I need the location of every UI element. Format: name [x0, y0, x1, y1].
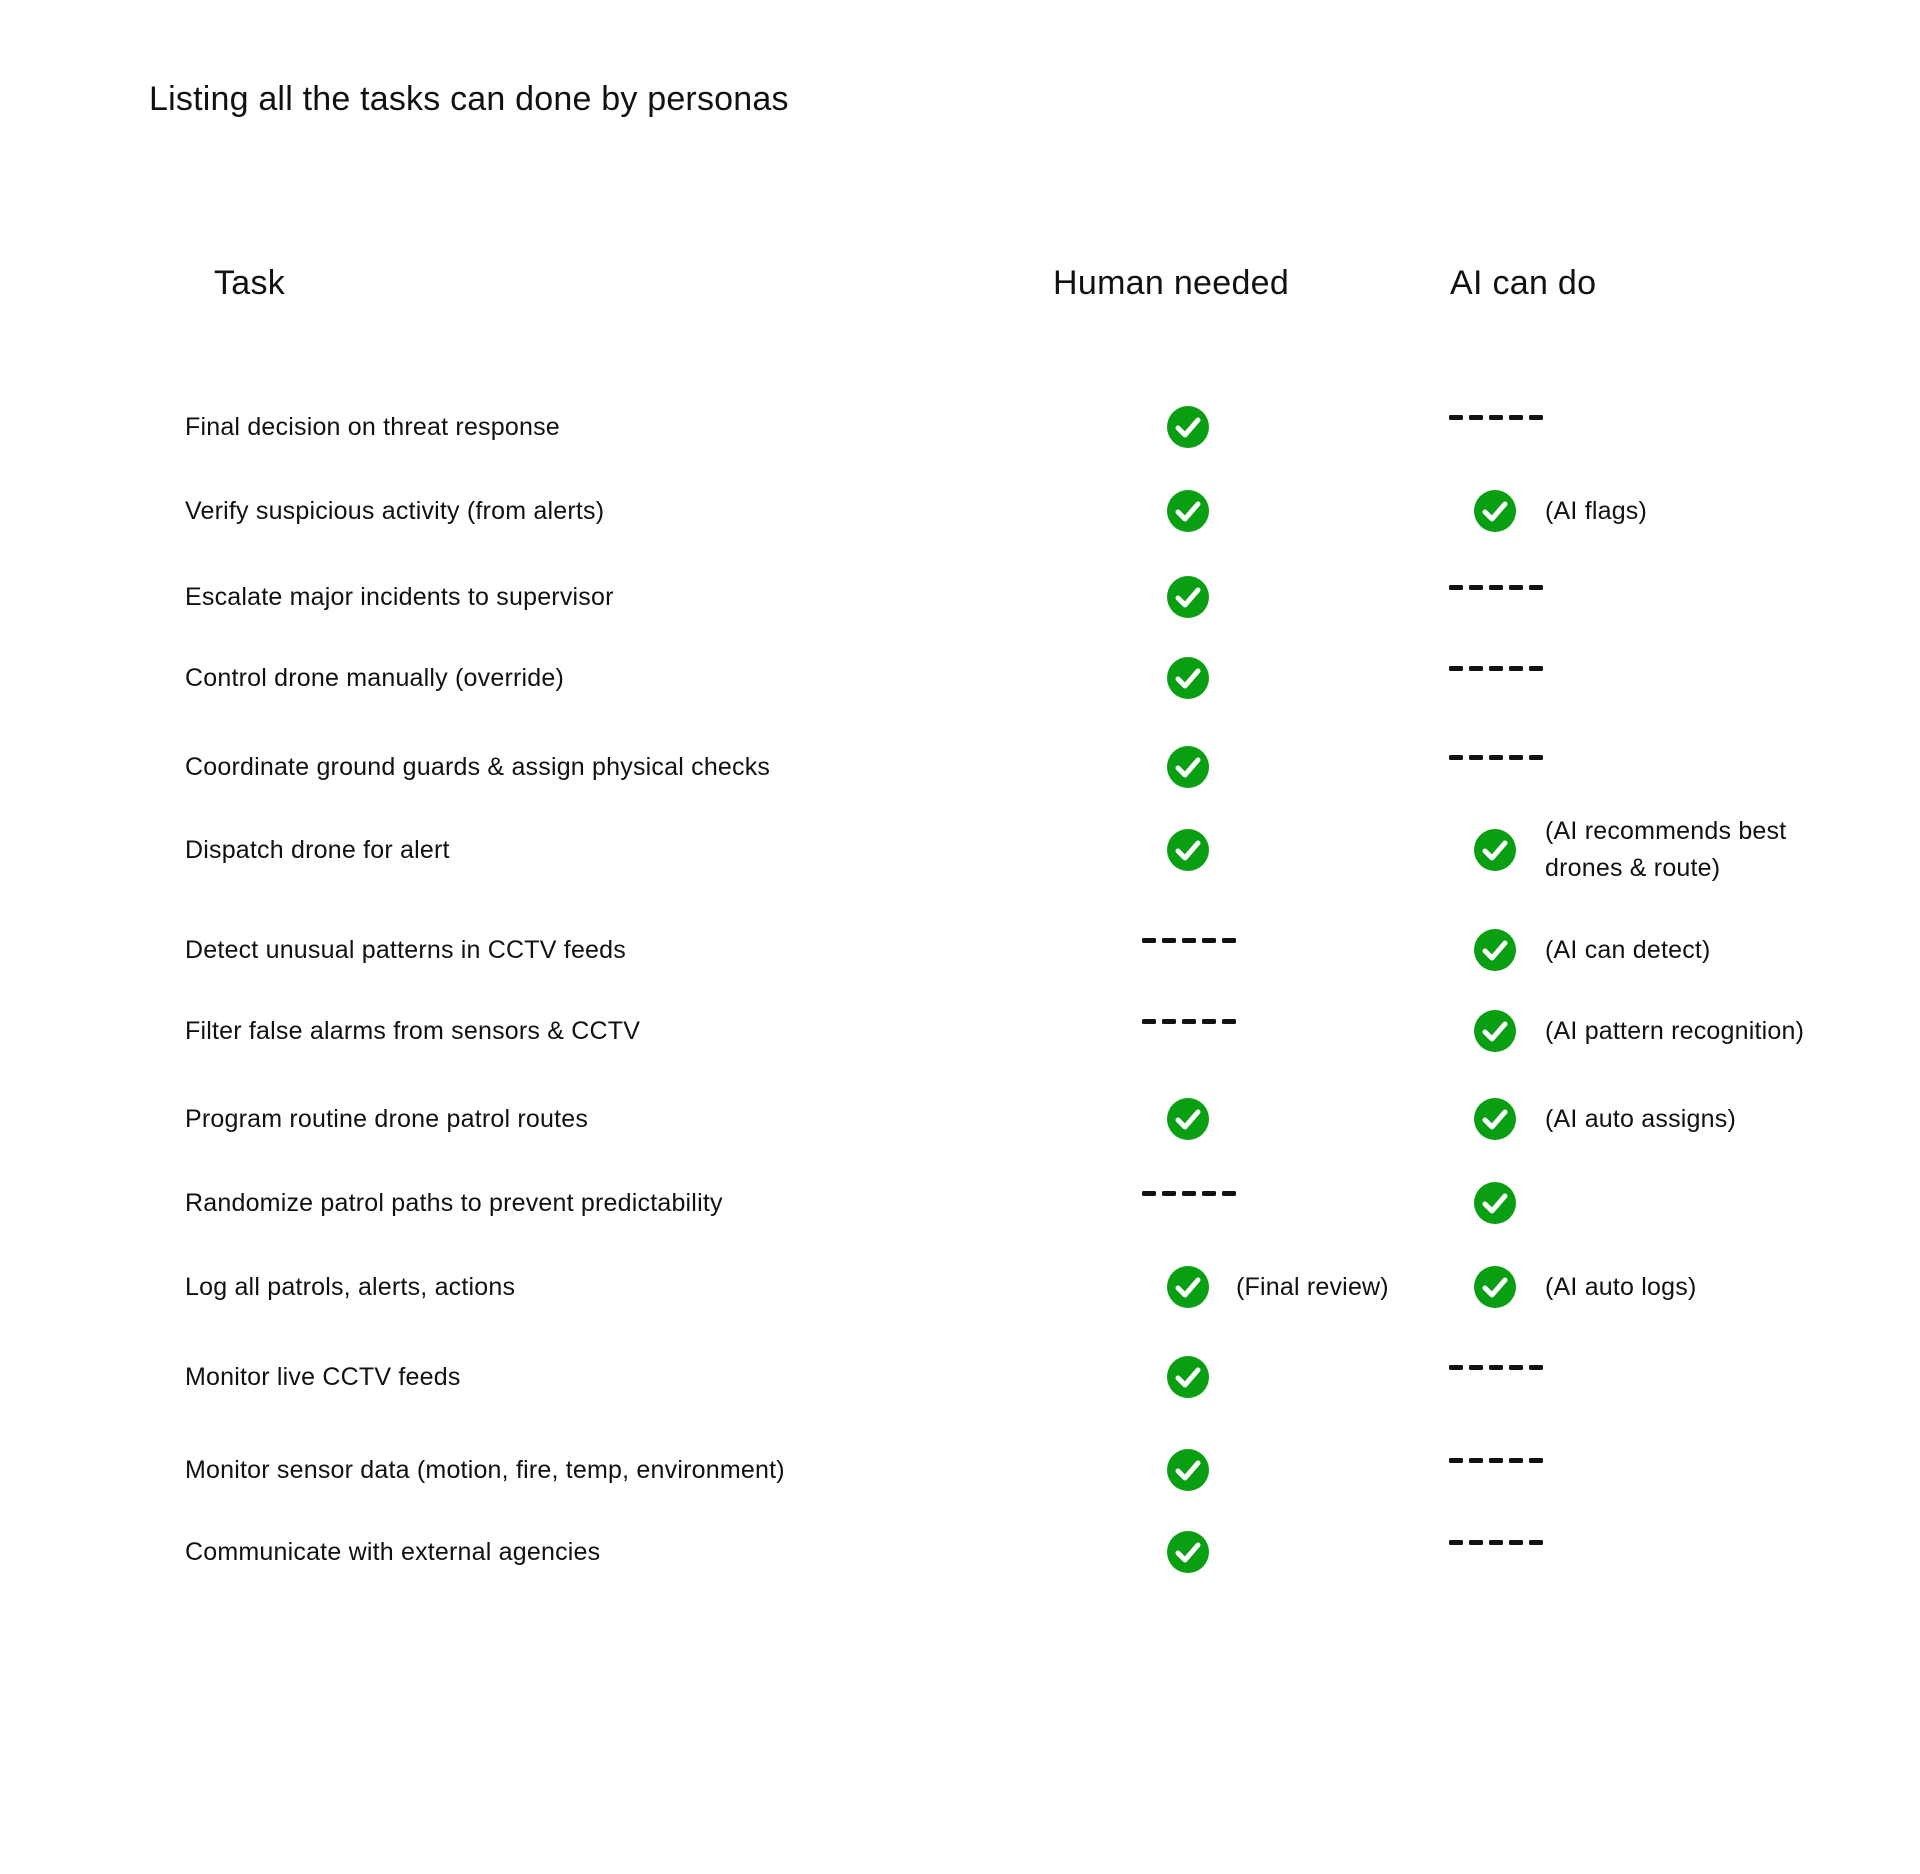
ai-dashed-line-icon [1449, 666, 1545, 672]
human-check-circle-icon [1167, 1098, 1209, 1140]
human-check-circle-icon [1167, 490, 1209, 532]
header-ai-can-do: AI can do [1450, 264, 1597, 302]
human-note: (Final review) [1236, 1273, 1389, 1301]
human-dashed-line-icon [1142, 1191, 1238, 1197]
ai-note: (AI recommends best drones & route) [1545, 817, 1787, 882]
task-label: Control drone manually (override) [185, 664, 564, 692]
ai-check-circle-icon [1474, 1266, 1516, 1308]
human-check-circle-icon [1167, 1356, 1209, 1398]
task-label: Monitor sensor data (motion, fire, temp, environment) [185, 1456, 785, 1484]
ai-check-circle-icon [1474, 829, 1516, 871]
human-dashed-line-icon [1142, 1019, 1238, 1025]
ai-dashed-line-icon [1449, 585, 1545, 591]
human-check-circle-icon [1167, 829, 1209, 871]
ai-check-circle-icon [1474, 929, 1516, 971]
human-check-circle-icon [1167, 657, 1209, 699]
ai-dashed-line-icon [1449, 1458, 1545, 1464]
ai-dashed-line-icon [1449, 1540, 1545, 1546]
human-check-circle-icon [1167, 406, 1209, 448]
human-check-circle-icon [1167, 1449, 1209, 1491]
task-label: Filter false alarms from sensors & CCTV [185, 1017, 641, 1045]
page-title: Listing all the tasks can done by personas [149, 80, 789, 118]
ai-dashed-line-icon [1449, 415, 1545, 421]
human-check-circle-icon [1167, 576, 1209, 618]
task-label: Escalate major incidents to supervisor [185, 583, 614, 611]
header-task: Task [214, 264, 286, 302]
task-label: Communicate with external agencies [185, 1538, 601, 1566]
human-dashed-line-icon [1142, 938, 1238, 944]
ai-check-circle-icon [1474, 1010, 1516, 1052]
ai-note: (AI flags) [1545, 497, 1648, 525]
ai-check-circle-icon [1474, 1098, 1516, 1140]
header-human-needed: Human needed [1053, 264, 1290, 302]
task-label: Log all patrols, alerts, actions [185, 1273, 516, 1301]
task-label: Verify suspicious activity (from alerts) [185, 497, 605, 525]
human-check-circle-icon [1167, 746, 1209, 788]
ai-note: (AI auto assigns) [1545, 1105, 1736, 1133]
human-check-circle-icon [1167, 1266, 1209, 1308]
ai-dashed-line-icon [1449, 755, 1545, 761]
ai-note: (AI can detect) [1545, 936, 1711, 964]
task-label: Dispatch drone for alert [185, 836, 450, 864]
ai-note: (AI pattern recognition) [1545, 1017, 1805, 1045]
ai-note: (AI auto logs) [1545, 1273, 1697, 1301]
task-label: Detect unusual patterns in CCTV feeds [185, 936, 626, 964]
task-label: Final decision on threat response [185, 413, 560, 441]
ai-check-circle-icon [1474, 1182, 1516, 1224]
ai-dashed-line-icon [1449, 1365, 1545, 1371]
task-label: Randomize patrol paths to prevent predictability [185, 1189, 723, 1217]
task-label: Program routine drone patrol routes [185, 1105, 589, 1133]
ai-check-circle-icon [1474, 490, 1516, 532]
human-check-circle-icon [1167, 1531, 1209, 1573]
task-label: Monitor live CCTV feeds [185, 1363, 461, 1391]
task-label: Coordinate ground guards & assign physical checks [185, 753, 771, 781]
